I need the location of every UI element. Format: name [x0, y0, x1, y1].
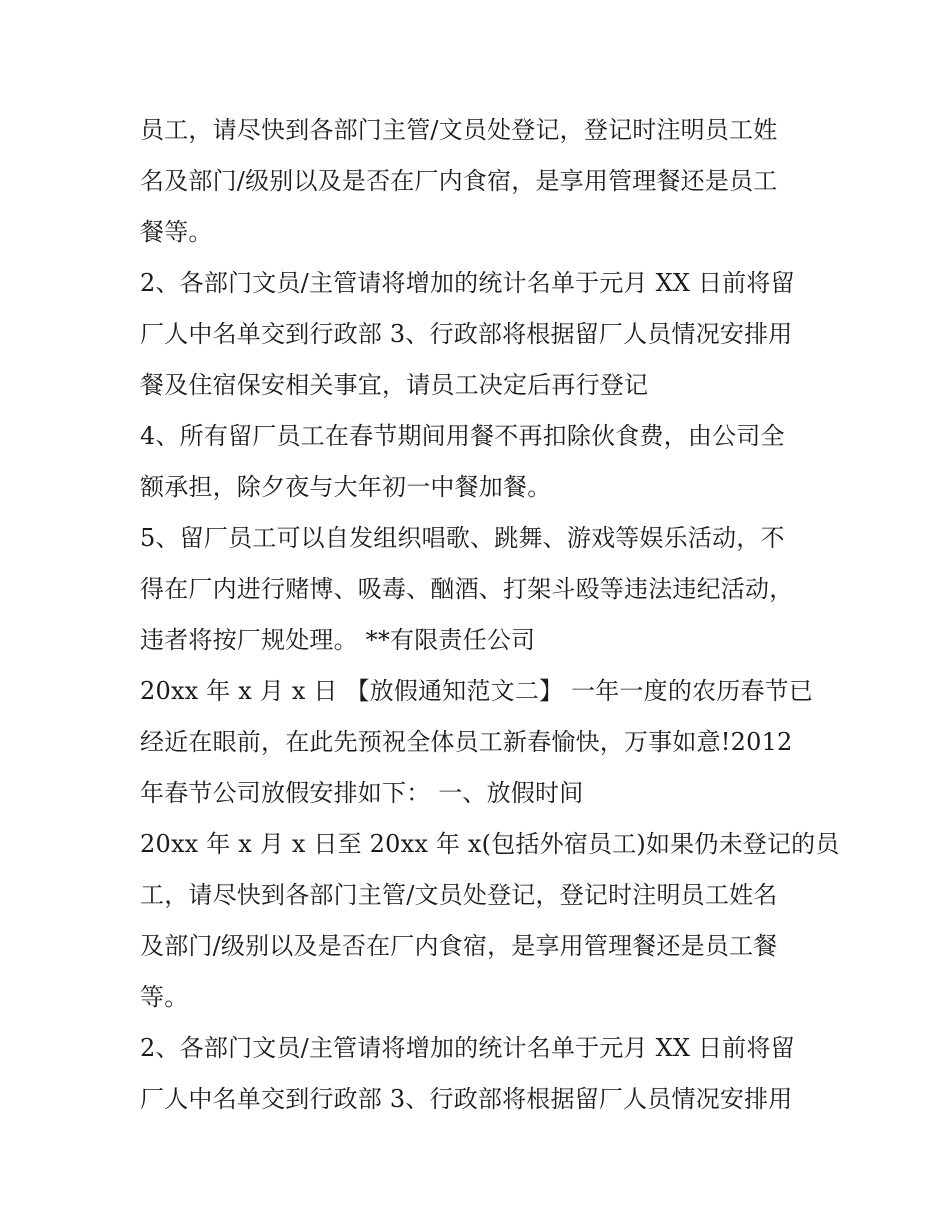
- text-line: 厂人中名单交到行政部 3、行政部将根据留厂人员情况安排用: [140, 320, 793, 348]
- text-line: 5、留厂员工可以自发组织唱歌、跳舞、游戏等娱乐活动，不: [140, 524, 785, 552]
- text-line: 工，请尽快到各部门主管/文员处登记，登记时注明员工姓名: [140, 881, 778, 909]
- document-body: [140, 105, 840, 1125]
- text-line: 及部门/级别以及是否在厂内食宿，是享用管理餐还是员工餐: [140, 932, 778, 960]
- text-line: 20xx 年 x 月 x 日 【放假通知范文二】 一年一度的农历春节已: [140, 677, 814, 705]
- text-line: 年春节公司放假安排如下： 一、放假时间: [140, 779, 584, 807]
- text-line: 2、各部门文员/主管请将增加的统计名单于元月 XX 日前将留: [140, 269, 795, 297]
- text-line: 餐等。: [140, 218, 213, 246]
- text-line: 4、所有留厂员工在春节期间用餐不再扣除伙食费，由公司全: [140, 422, 785, 450]
- text-line: 2、各部门文员/主管请将增加的统计名单于元月 XX 日前将留: [140, 1034, 795, 1062]
- text-line: 名及部门/级别以及是否在厂内食宿，是享用管理餐还是员工: [140, 167, 778, 195]
- text-line: 餐及住宿保安相关事宜，请员工决定后再行登记: [140, 371, 649, 399]
- text-line: 违者将按厂规处理。 **有限责任公司: [140, 626, 536, 654]
- text-line: 厂人中名单交到行政部 3、行政部将根据留厂人员情况安排用: [140, 1085, 793, 1113]
- text-line: 20xx 年 x 月 x 日至 20xx 年 x(包括外宿员工)如果仍未登记的员: [140, 830, 840, 858]
- text-line: 得在厂内进行赌博、吸毒、酗酒、打架斗殴等违法违纪活动，: [140, 575, 794, 603]
- text-line: 经近在眼前，在此先预祝全体员工新春愉快，万事如意!2012: [140, 728, 793, 756]
- text-line: 员工，请尽快到各部门主管/文员处登记，登记时注明员工姓: [140, 116, 778, 144]
- text-line: 额承担，除夕夜与大年初一中餐加餐。: [140, 473, 552, 501]
- text-line: 等。: [140, 983, 189, 1011]
